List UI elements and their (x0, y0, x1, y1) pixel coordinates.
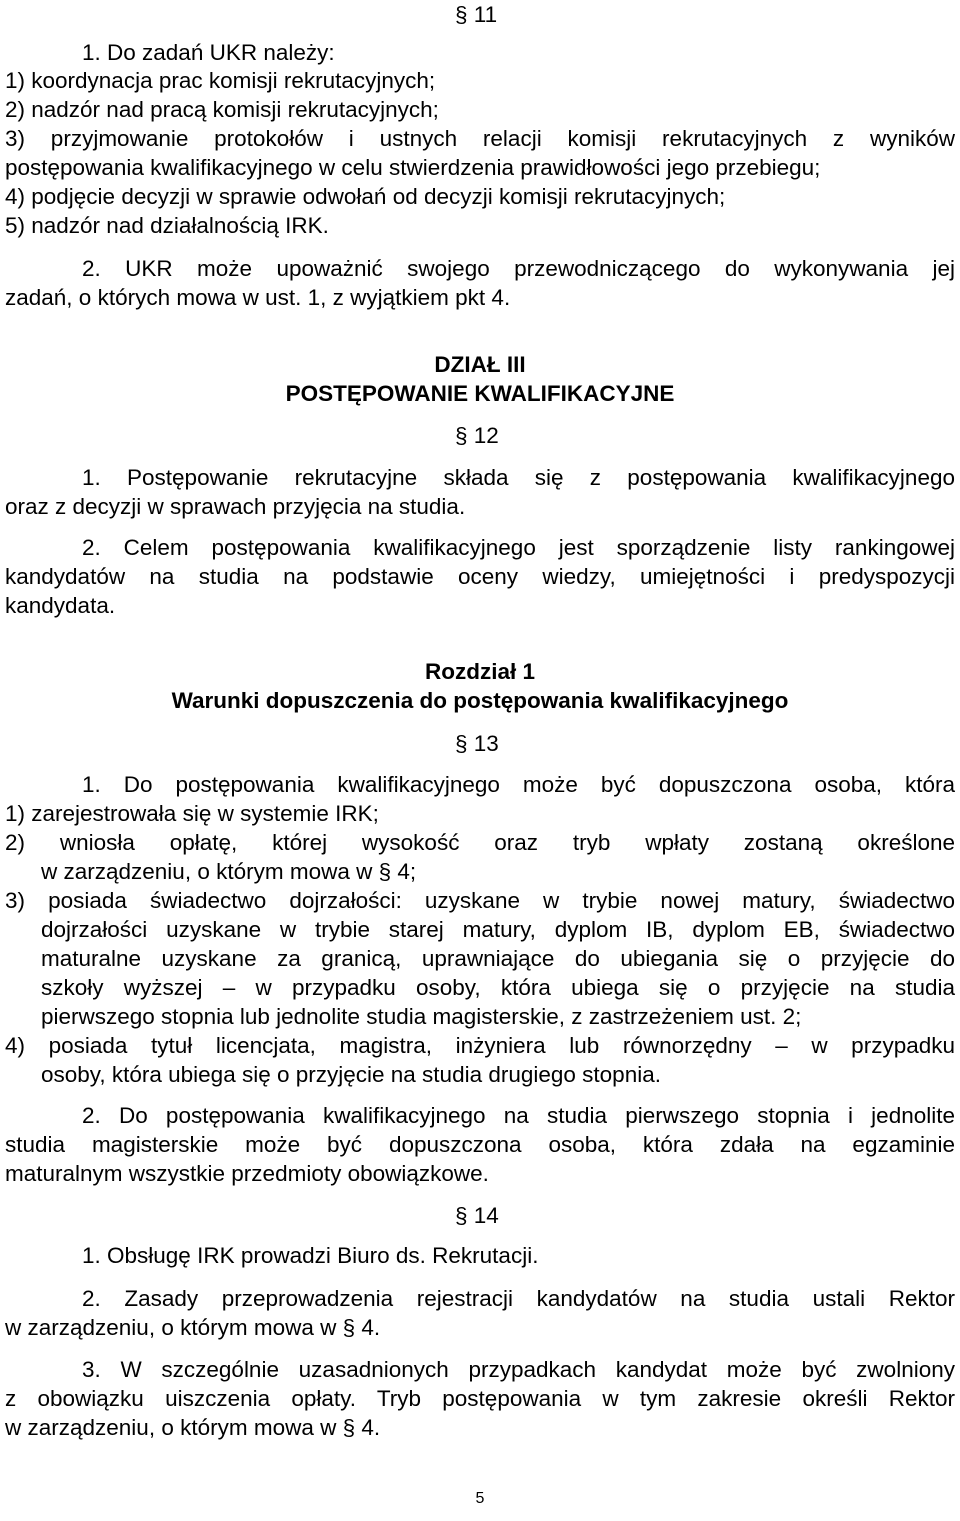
paragraph-13-2: 2. Do postępowania kwalifikacyjnego na studia pierwszego stopnia i jednolite (82, 1103, 955, 1128)
paragraph-12-1-cont: oraz z decyzji w sprawach przyjęcia na studia. (5, 494, 466, 519)
list-item-13-1-4-cont: osoby, która ubiega się o przyjęcie na studia drugiego stopnia. (41, 1062, 661, 1087)
paragraph-14-1: 1. Obsługę IRK prowadzi Biuro ds. Rekrutacji. (82, 1243, 539, 1268)
paragraph-13-2-end: maturalnym wszystkie przedmioty obowiązkowe. (5, 1161, 489, 1186)
list-item-13-1-3-cont-4: pierwszego stopnia lub jednolite studia magisterskie, z zastrzeżeniem ust. 2; (41, 1004, 802, 1029)
list-item-11-1-4: 4) podjęcie decyzji w sprawie odwołań od decyzji komisji rekrutacyjnych; (5, 184, 726, 209)
list-item-13-1-3-cont-1: dojrzałości uzyskane w trybie starej matury, dyplom IB, dyplom EB, świadectwo (41, 917, 955, 942)
list-item-13-1-2-cont: w zarządzeniu, o którym mowa w § 4; (41, 859, 417, 884)
page-number: 5 (475, 1490, 485, 1507)
list-item-11-1-2: 2) nadzór nad pracą komisji rekrutacyjnych; (5, 97, 439, 122)
section-heading-14: § 14 (455, 1203, 499, 1228)
section-heading-13: § 13 (455, 731, 499, 756)
list-item-13-1-3-cont-2: maturalne uzyskane za granicą, uprawniające do ubiegania się o przyjęcie do (41, 946, 955, 971)
list-item-13-1-3: 3) posiada świadectwo dojrzałości: uzyskane w trybie nowej matury, świadectwo (5, 888, 955, 913)
list-item-13-1-4: 4) posiada tytuł licencjata, magistra, inżyniera lub równorzędny – w przypadku (5, 1033, 955, 1058)
list-item-13-1-2: 2) wniosła opłatę, której wysokość oraz tryb wpłaty zostaną określone (5, 830, 955, 855)
list-item-11-1-1: 1) koordynacja prac komisji rekrutacyjnych; (5, 68, 436, 93)
paragraph-14-2-cont: w zarządzeniu, o którym mowa w § 4. (5, 1315, 381, 1340)
paragraph-11-1: 1. Do zadań UKR należy: (82, 40, 335, 65)
list-item-11-1-5: 5) nadzór nad działalnością IRK. (5, 213, 329, 238)
list-item-13-1-3-cont-3: szkoły wyższej – w przypadku osoby, która ubiega się o przyjęcie na studia (41, 975, 955, 1000)
paragraph-14-3: 3. W szczególnie uzasadnionych przypadkach kandydat może być zwolniony (82, 1357, 955, 1382)
paragraph-12-1: 1. Postępowanie rekrutacyjne składa się z postępowania kwalifikacyjnego (82, 465, 955, 490)
paragraph-12-2: 2. Celem postępowania kwalifikacyjnego jest sporządzenie listy rankingowej (82, 535, 955, 560)
section-heading-11: § 11 (455, 2, 498, 27)
list-item-13-1-1: 1) zarejestrowała się w systemie IRK; (5, 801, 379, 826)
paragraph-13-1: 1. Do postępowania kwalifikacyjnego może być dopuszczona osoba, która (82, 772, 955, 797)
paragraph-14-3-cont: z obowiązku uiszczenia opłaty. Tryb postępowania w tym zakresie określi Rektor (5, 1386, 955, 1411)
chapter-title: Rozdział 1 (424, 659, 536, 684)
list-item-11-1-3-cont: postępowania kwalifikacyjnego w celu stwierdzenia prawidłowości jego przebiegu; (5, 155, 821, 180)
list-item-11-1-3: 3) przyjmowanie protokołów i ustnych relacji komisji rekrutacyjnych z wyników (5, 126, 955, 151)
paragraph-12-2-end: kandydata. (5, 593, 116, 618)
paragraph-11-2: 2. UKR może upoważnić swojego przewodniczącego do wykonywania jej (82, 256, 955, 281)
paragraph-13-2-cont: studia magisterskie może być dopuszczona osoba, która zdała na egzaminie (5, 1132, 955, 1157)
paragraph-14-3-end: w zarządzeniu, o którym mowa w § 4. (5, 1415, 381, 1440)
division-subtitle: POSTĘPOWANIE KWALIFIKACYJNE (285, 381, 675, 406)
section-heading-12: § 12 (455, 423, 499, 448)
division-title: DZIAŁ III (434, 352, 526, 377)
chapter-subtitle: Warunki dopuszczenia do postępowania kwalifikacyjnego (171, 688, 789, 713)
paragraph-11-2-cont: zadań, o których mowa w ust. 1, z wyjątkiem pkt 4. (5, 285, 511, 310)
paragraph-12-2-cont: kandydatów na studia na podstawie oceny wiedzy, umiejętności i predyspozycji (5, 564, 955, 589)
paragraph-14-2: 2. Zasady przeprowadzenia rejestracji kandydatów na studia ustali Rektor (82, 1286, 955, 1311)
